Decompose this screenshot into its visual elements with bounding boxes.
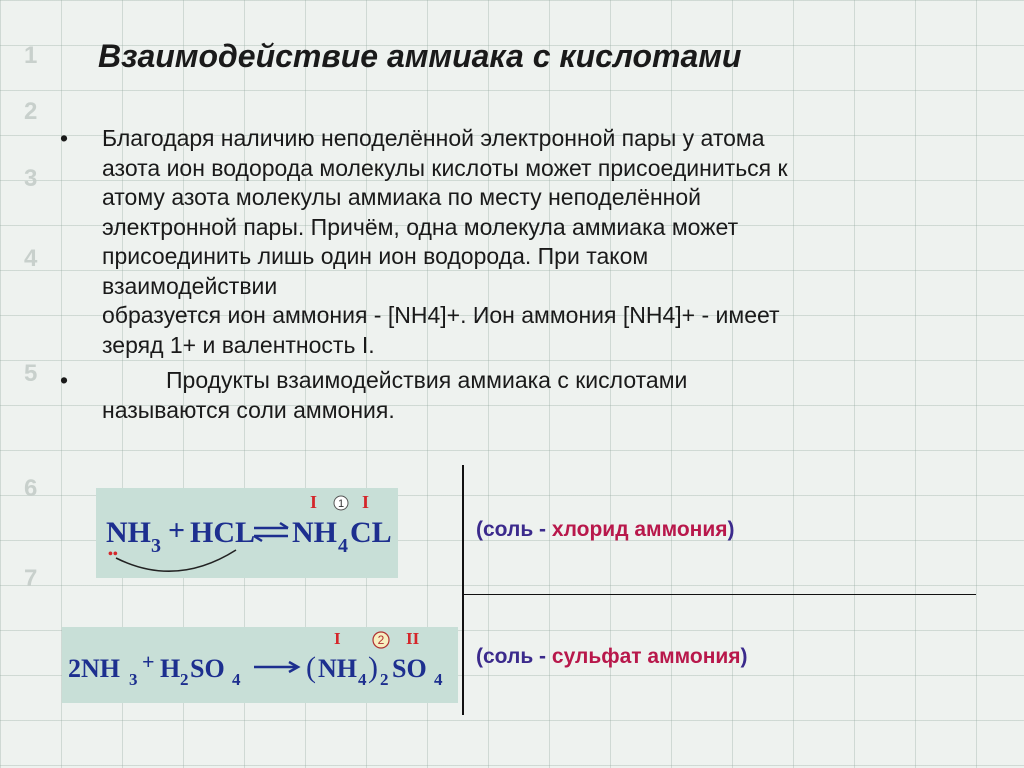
- formula-sub: 4: [232, 670, 241, 689]
- bullet-mark: •: [60, 367, 69, 393]
- row-number: 2: [24, 98, 38, 125]
- bullet-line: присоединить лишь один ион водорода. При таком: [102, 243, 649, 269]
- reaction-arrow: [254, 662, 298, 672]
- equation-nh3-hcl-svg: [96, 488, 398, 578]
- formula-plus: +: [142, 649, 155, 674]
- salt-name: сульфат аммония: [551, 645, 741, 668]
- salt-label-chloride: [476, 518, 735, 542]
- row-number: 7: [24, 565, 38, 592]
- formula-paren: ): [368, 651, 378, 684]
- valence-mark: I: [362, 492, 370, 512]
- divider-vertical: [462, 465, 464, 715]
- formula-sub: 2: [380, 670, 389, 689]
- formula-hcl: HCL: [190, 516, 256, 549]
- valence-mark: II: [406, 629, 420, 648]
- formula-nh: NH: [292, 516, 337, 549]
- salt-label-suffix: ): [727, 518, 735, 541]
- bullet-line-text: Продукты взаимодействия аммиака с кислотами: [166, 367, 688, 393]
- formula-sub: 2: [180, 670, 189, 689]
- formula-so: SO: [392, 654, 427, 683]
- charge-circle-number: 1: [337, 498, 345, 510]
- bullet-line: образуется ион аммония - [NH4]+. Ион аммония [NH4]+ - имеет: [102, 302, 780, 328]
- charge-circle-number: 2: [377, 633, 385, 647]
- salt-name: хлорид аммония: [551, 518, 728, 541]
- slide-title: Взаимодействие аммиака с кислотами: [98, 38, 742, 74]
- row-number: 3: [24, 165, 38, 192]
- salt-label-prefix: (соль -: [476, 518, 552, 541]
- row-number: 6: [24, 475, 38, 502]
- row-number: 5: [24, 360, 38, 387]
- formula-sub: 3: [151, 535, 161, 557]
- bullet-line: Благодаря наличию неподелённой электронной пары у атома: [102, 125, 765, 151]
- bullet-item: [60, 366, 960, 425]
- bullet-line: атому азота молекулы аммиака по месту неподелённой: [102, 184, 702, 210]
- divider-horizontal: [464, 594, 976, 595]
- valence-mark: I: [310, 492, 318, 512]
- bullet-line: электронной пары. Причём, одна молекула аммиака может: [102, 213, 739, 240]
- electron-transfer-arc: [116, 550, 236, 571]
- slide-content: [60, 124, 960, 425]
- formula-h: H: [160, 654, 181, 683]
- formula-sub: 3: [129, 670, 138, 689]
- salt-label-sulfate: [476, 645, 748, 669]
- formula-cl: CL: [350, 516, 392, 549]
- bullet-line: взаимодействии: [102, 272, 278, 299]
- bullet-item: [60, 124, 960, 360]
- bullet-line: зеряд 1+ и валентность I.: [102, 331, 375, 358]
- valence-mark: I: [334, 629, 341, 648]
- lone-pair-dots: ••: [108, 547, 118, 562]
- formula-sub: 4: [434, 670, 443, 689]
- equilibrium-arrows: [254, 523, 288, 541]
- row-number: 1: [24, 42, 38, 69]
- formula-nh: NH: [318, 654, 357, 683]
- salt-label-prefix: (соль -: [476, 645, 552, 668]
- formula-sub: 4: [338, 535, 348, 557]
- background-row-numbers: [14, 20, 54, 740]
- formula-sub: 4: [358, 670, 367, 689]
- salt-label-suffix: ): [740, 645, 748, 668]
- row-number: 4: [24, 245, 38, 272]
- formula-plus: +: [168, 514, 186, 547]
- bullet-line: называются соли аммония.: [102, 396, 395, 423]
- formula-so: SO: [190, 654, 225, 683]
- formula-2nh: 2NH: [68, 654, 120, 683]
- formula-nh: NH: [106, 516, 151, 549]
- formula-paren: (: [306, 651, 316, 684]
- equation-nh3-h2so4: [62, 627, 458, 703]
- bullet-line: [102, 366, 960, 396]
- bullet-mark: •: [60, 125, 69, 151]
- equation-nh3-h2so4-svg: [62, 627, 458, 703]
- equation-nh3-hcl: [96, 488, 398, 578]
- bullet-line: азота ион водорода молекулы кислоты может присоединиться к: [102, 154, 788, 181]
